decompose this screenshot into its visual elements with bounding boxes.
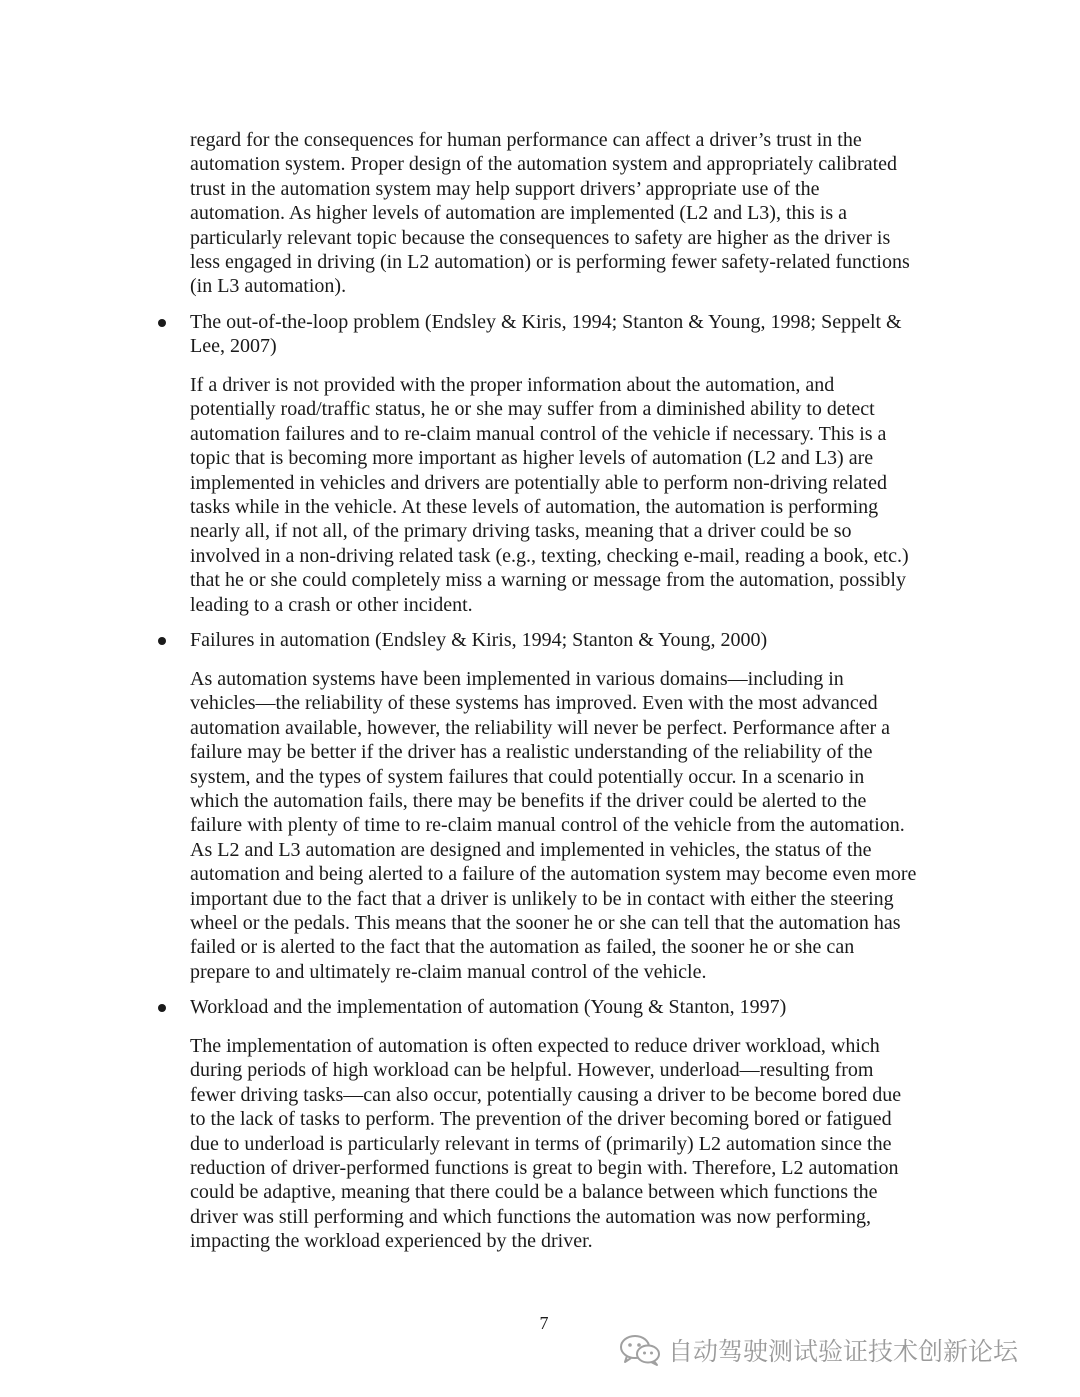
- watermark-text: 自动驾驶测试验证技术创新论坛: [668, 1337, 1019, 1366]
- text-line: failed or is alerted to the fact that the automation as failed, the sooner he or she can: [190, 936, 855, 959]
- text-line: regard for the consequences for human performance can affect a driver’s trust in the: [190, 129, 862, 151]
- text-line: important due to the fact that a driver is unlikely to be in contact with either the steering: [190, 887, 894, 910]
- text-line: tasks while in the vehicle. At these levels of automation, the automation is performing: [190, 496, 879, 519]
- text-line: involved in a non-driving related task (e.g., texting, checking e-mail, reading a book, etc.): [190, 544, 909, 567]
- section-heading-workload: [190, 995, 980, 1019]
- text-line: fewer driving tasks—can also occur, potentially causing a driver to be become bored due: [190, 1083, 902, 1106]
- intro-paragraph: [190, 128, 980, 299]
- bullet-icon: [158, 1004, 166, 1012]
- page-number: 7: [539, 1313, 549, 1333]
- text-line: automation. As higher levels of automation are implemented (L2 and L3), this is a: [190, 202, 848, 225]
- text-line: due to underload is particularly relevant in terms of (primarily) L2 automation since the: [190, 1132, 892, 1155]
- text-line: prepare to and ultimately re-claim manual control of the vehicle.: [190, 960, 707, 983]
- section-body-failures: [190, 667, 980, 984]
- text-line: The implementation of automation is often expected to reduce driver workload, which: [190, 1035, 880, 1057]
- text-line: wheel or the pedals. This means that the sooner he or she can tell that the automation has: [190, 912, 901, 935]
- bullet-icon: [158, 319, 166, 327]
- text-line: topic that is becoming more important as higher levels of automation (L2 and L3) are: [190, 447, 874, 470]
- text-line: failure may be better if the driver has a realistic understanding of the reliability of the: [190, 741, 873, 764]
- text-line: system, and the types of system failures that could potentially occur. In a scenario in: [190, 765, 865, 788]
- text-line: potentially road/traffic status, he or she may suffer from a diminished ability to detect: [190, 398, 875, 421]
- text-line: implemented in vehicles and drivers are potentially able to perform non-driving related: [190, 471, 887, 494]
- text-line: automation system. Proper design of the automation system and appropriately calibrated: [190, 153, 898, 176]
- text-line: trust in the automation system may help support drivers’ appropriate use of the: [190, 177, 820, 200]
- text-line: during periods of high workload can be helpful. However, underload—resulting from: [190, 1059, 874, 1082]
- bullet-icon: [158, 637, 166, 645]
- section-heading-out-of-loop: [190, 310, 980, 359]
- text-line: reduction of driver-performed functions is great to begin with. Therefore, L2 automation: [190, 1157, 899, 1180]
- section-body-workload: [190, 1034, 980, 1254]
- text-line: which the automation fails, there may be benefits if the driver could be alerted to the: [190, 790, 867, 813]
- text-line: automation failures and to re-claim manual control of the vehicle if necessary. This is a: [190, 422, 887, 445]
- heading-line: Lee, 2007): [190, 335, 277, 358]
- text-line: automation available, however, the reliability will never be perfect. Performance after a: [190, 716, 890, 739]
- text-line: If a driver is not provided with the proper information about the automation, and: [190, 374, 835, 396]
- text-line: less engaged in driving (in L2 automation) or is performing fewer safety-related functions: [190, 251, 910, 274]
- text-line: impacting the workload experienced by the driver.: [190, 1230, 593, 1253]
- text-line: that he or she could completely miss a warning or message from the automation, possibly: [190, 569, 906, 592]
- text-line: nearly all, if not all, of the primary driving tasks, meaning that a driver could be so: [190, 520, 852, 543]
- text-line: could be adaptive, meaning that there could be a balance between which functions the: [190, 1181, 878, 1204]
- text-line: leading to a crash or other incident.: [190, 593, 473, 616]
- text-line: As automation systems have been implemented in various domains—including in: [190, 668, 844, 690]
- heading-line: Failures in automation (Endsley & Kiris, 1994; Stanton & Young, 2000): [190, 629, 768, 651]
- text-line: automation and being alerted to a failure of the automation system may become even more: [190, 863, 917, 886]
- text-line: particularly relevant topic because the consequences to safety are higher as the driver is: [190, 226, 891, 249]
- section-body-out-of-loop: [190, 373, 980, 617]
- text-line: to the lack of tasks to perform. The prevention of the driver becoming bored or fatigued: [190, 1108, 892, 1131]
- watermark: [618, 1332, 1018, 1368]
- heading-line: The out-of-the-loop problem (Endsley & Kiris, 1994; Stanton & Young, 1998; Seppelt &: [190, 311, 902, 333]
- text-line: failure with plenty of time to re-claim manual control of the vehicle from the automation.: [190, 814, 905, 837]
- wechat-icon: [618, 1333, 662, 1367]
- text-line: As L2 and L3 automation are designed and implemented in vehicles, the status of the: [190, 838, 872, 861]
- section-heading-failures: [190, 628, 980, 652]
- text-line: vehicles—the reliability of these systems has improved. Even with the most advanced: [190, 692, 878, 715]
- text-line: (in L3 automation).: [190, 275, 347, 298]
- heading-line: Workload and the implementation of automation (Young & Stanton, 1997): [190, 996, 787, 1018]
- text-line: driver was still performing and which functions the automation was now performing,: [190, 1205, 871, 1228]
